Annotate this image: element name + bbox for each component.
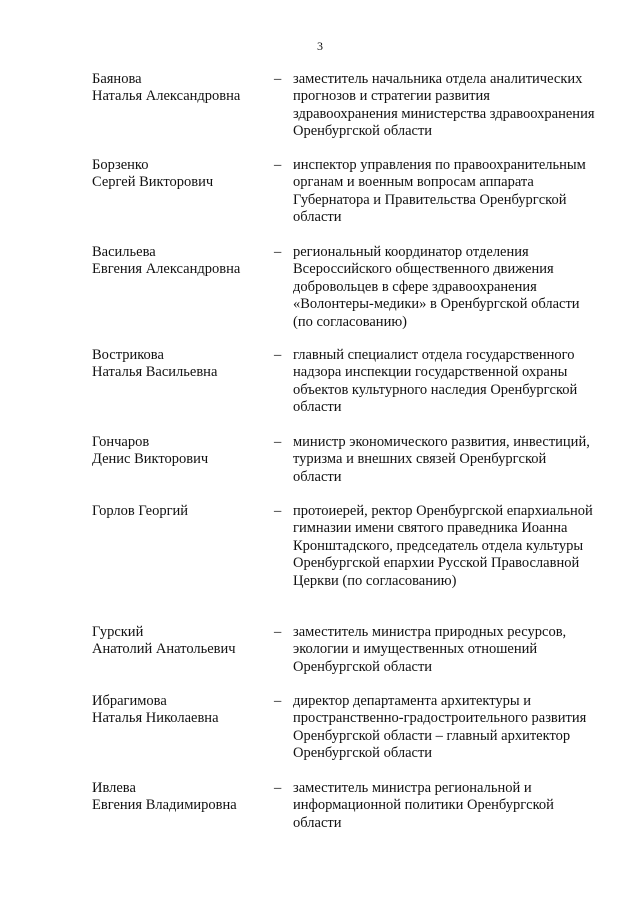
member-name (92, 347, 272, 382)
member-first-patronymic: Евгения Владимировна (92, 797, 237, 814)
member-entry (92, 157, 602, 244)
member-position: заместитель министра региональной и информационной политики Оренбургской области (293, 780, 554, 831)
member-first-patronymic: Анатолий Анатольевич (92, 641, 236, 658)
member-last-name: Борзенко (92, 157, 149, 173)
member-position: протоиерей, ректор Оренбургской епархиальной гимназии имени святого праведника Иоанна Кронштадского, председатель отдела культуры Оренбургской епархии Русской Православной Церкви (по согласованию) (293, 503, 593, 589)
member-entry (92, 693, 602, 780)
member-first-patronymic: Наталья Александровна (92, 88, 241, 105)
member-position: инспектор управления по правоохранительным органам и военным вопросам аппарата Губернатора и Правительства Оренбургской области (293, 157, 586, 226)
separator-dash: – (274, 780, 282, 796)
member-name (92, 157, 272, 192)
member-first-patronymic: Наталья Николаевна (92, 710, 219, 727)
member-last-name: Горлов Георгий (92, 503, 189, 519)
member-entry (92, 503, 602, 624)
separator-dash: – (274, 503, 282, 519)
member-last-name: Ивлева (92, 780, 136, 796)
page-number: 3 (317, 39, 323, 53)
separator-dash: – (274, 624, 282, 640)
member-position: главный специалист отдела государственного надзора инспекции государственной охраны объектов культурного наследия Оренбургской области (293, 347, 578, 416)
member-last-name: Баянова (92, 71, 142, 87)
separator-dash: – (274, 244, 282, 260)
member-name (92, 71, 272, 106)
member-last-name: Васильева (92, 244, 156, 260)
separator-dash: – (274, 71, 282, 87)
member-name (92, 624, 272, 659)
separator-dash: – (274, 434, 282, 450)
member-entry (92, 624, 602, 693)
member-entry (92, 347, 602, 434)
member-position: директор департамента архитектуры и пространственно-градостроительного развития Оренбургской области – главный архитектор Оренбургской области (293, 693, 587, 762)
member-first-patronymic: Денис Викторович (92, 451, 209, 468)
separator-dash: – (274, 693, 282, 709)
member-last-name: Ибрагимова (92, 693, 167, 709)
member-entry (92, 244, 602, 347)
member-entry (92, 434, 602, 503)
member-entry (92, 71, 602, 157)
member-name (92, 693, 272, 728)
member-position: региональный координатор отделения Всероссийского общественного движения добровольцев в сфере здравоохранения «Волонтеры-медики» в Оренбургской области (по согласованию) (293, 244, 580, 330)
member-name (92, 244, 272, 279)
separator-dash: – (274, 157, 282, 173)
member-position: заместитель начальника отдела аналитических прогнозов и стратегии развития здравоохранения министерства здравоохранения Оренбургской области (293, 71, 595, 140)
separator-dash: – (274, 347, 282, 363)
member-position: министр экономического развития, инвестиций, туризма и внешних связей Оренбургской области (293, 434, 590, 485)
member-last-name: Гончаров (92, 434, 150, 450)
member-entry (92, 780, 602, 840)
member-last-name: Вострикова (92, 347, 164, 363)
member-first-patronymic: Евгения Александровна (92, 261, 241, 278)
member-list (92, 71, 602, 840)
member-last-name: Гурский (92, 624, 144, 640)
member-first-patronymic: Сергей Викторович (92, 174, 214, 191)
member-position: заместитель министра природных ресурсов, экологии и имущественных отношений Оренбургской области (293, 624, 567, 675)
member-first-patronymic: Наталья Васильевна (92, 364, 218, 381)
member-name (92, 780, 272, 815)
member-name (92, 434, 272, 469)
member-name (92, 503, 272, 520)
